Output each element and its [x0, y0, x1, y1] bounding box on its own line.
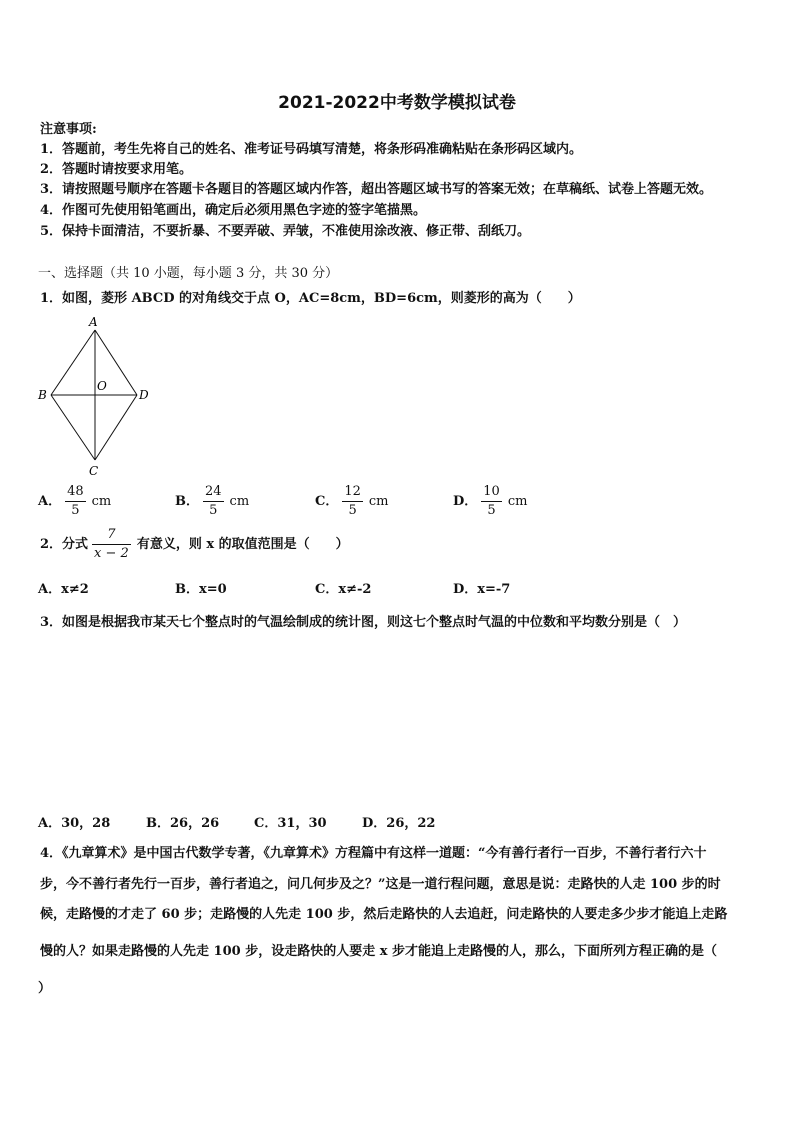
- notice-item: 1．答题前，考生先将自己的姓名、准考证号码填写清楚，将条形码准确粘贴在条形码区域内。: [40, 142, 583, 157]
- option-2b: B．x=0: [175, 582, 227, 597]
- notice-item: 5．保持卡面清洁，不要折暴、不要弄破、弄皱，不准使用涂改液、修正带、刮纸刀。: [40, 224, 531, 239]
- vertex-label-d: D: [139, 388, 149, 402]
- option-1c: C． $\frac{12}{5}$ cm: [315, 484, 389, 518]
- question-4-line: 4．《九章算术》是中国古代数学专著，《九章算术》方程篇中有这样一道题：“今有善行者行一百步，不善行者行六十: [40, 846, 707, 861]
- question-4-line: 步，今不善行者先行一百步，善行者追之，问几何步及之？”这是一道行程问题，意思是说：走路快的人走 100 步的时: [40, 877, 721, 892]
- notice-heading: 注意事项:: [40, 122, 97, 137]
- notice-item: 3．请按照题号顺序在答题卡各题目的答题区域内作答，超出答题区域书写的答案无效；在草稿纸、试卷上答题无效。: [40, 182, 713, 197]
- question-4-line: 慢的人？如果走路慢的人先走 100 步，设走路快的人要走 x 步才能追上走路慢的人，那么，下面所列方程正确的是（: [40, 944, 717, 959]
- vertex-label-o: O: [97, 379, 107, 393]
- notice-item: 2．答题时请按要求用笔。: [40, 162, 193, 177]
- option-3a: A．30，28: [38, 816, 111, 831]
- page-title: 2021-2022中考数学模拟试卷: [278, 93, 516, 113]
- option-3d: D．26，22: [362, 816, 436, 831]
- option-2a: A．x≠2: [38, 582, 89, 597]
- option-1b: B． $\frac{24}{5}$ cm: [175, 484, 250, 518]
- option-3b: B．26，26: [146, 816, 220, 831]
- option-2c: C．x≠-2: [315, 582, 372, 597]
- question-2-stem: 2．分式 $\frac{7}{x - 2}$ 有意义，则 x 的取值范围是（ ）: [40, 527, 349, 561]
- notice-item: 4．作图可先使用铅笔画出，确定后必须用黑色字迹的签字笔描黑。: [40, 203, 427, 218]
- option-1a: A． $\frac{48}{5}$ cm: [38, 484, 112, 518]
- section-heading: 一、选择题（共 10 小题，每小题 3 分，共 30 分）: [38, 266, 339, 281]
- option-1d: D． $\frac{10}{5}$ cm: [453, 484, 528, 518]
- question-1-stem: 1．如图，菱形 ABCD 的对角线交于点 O，AC=8cm，BD=6cm，则菱形的高为（ ）: [40, 291, 581, 306]
- option-3c: C．31，30: [254, 816, 327, 831]
- question-3-stem: 3．如图是根据我市某天七个整点时的气温绘制成的统计图，则这七个整点时气温的中位数和平均数分别是（ ）: [40, 615, 687, 630]
- vertex-label-c: C: [89, 464, 99, 478]
- rhombus-figure: [34, 313, 154, 478]
- question-4-line: 候，走路慢的才走了 60 步；走路慢的人先走 100 步，然后走路快的人去追赶，问走路快的人要走多少步才能追上走路: [40, 907, 728, 922]
- vertex-label-b: B: [38, 388, 47, 402]
- option-2d: D．x=-7: [453, 582, 511, 597]
- question-4-line: ）: [38, 981, 52, 996]
- vertex-label-a: A: [89, 315, 98, 329]
